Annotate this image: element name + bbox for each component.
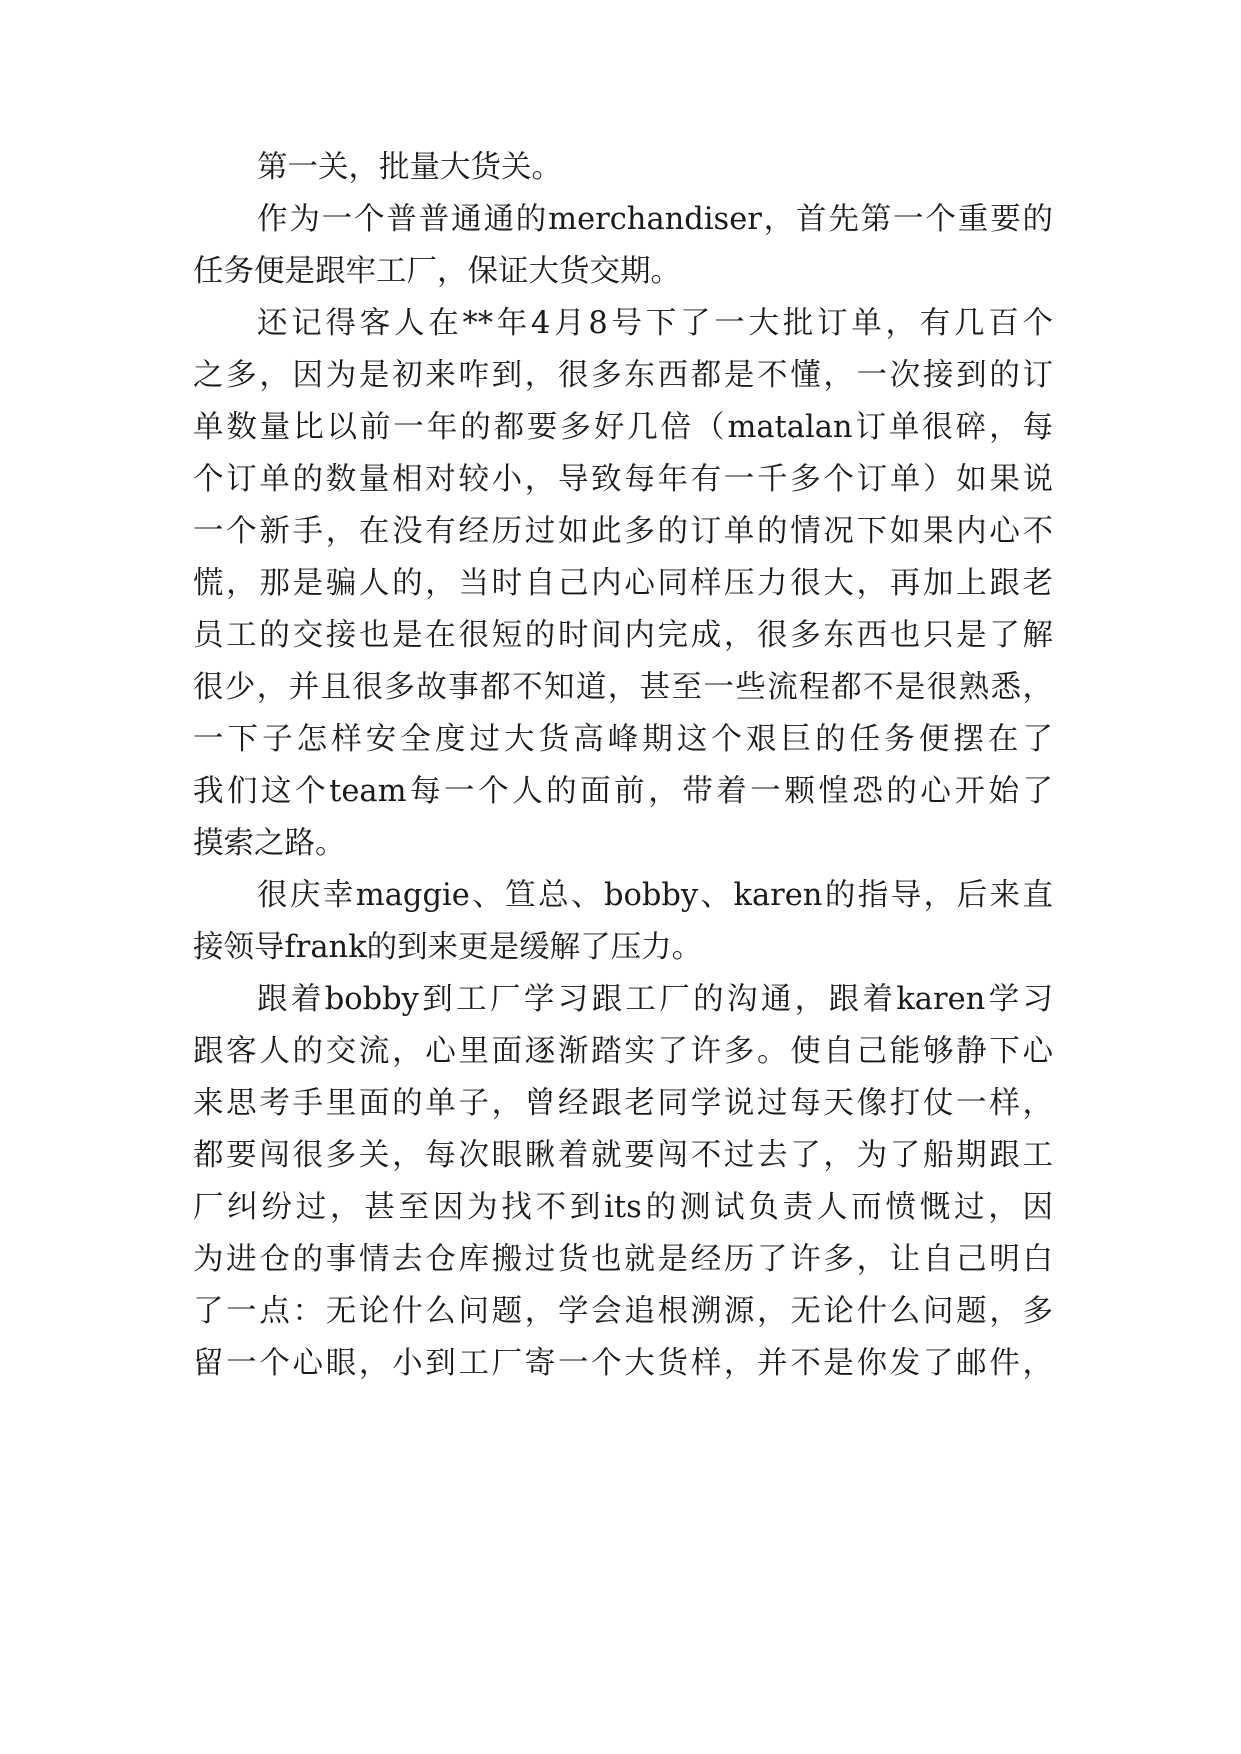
text-line: 一下子怎样安全度过大货高峰期这个艰巨的任务便摆在了: [193, 722, 1053, 757]
text-line: 跟着bobby到工厂学习跟工厂的沟通，跟着karen学习: [257, 982, 1053, 1017]
text-line: 留一个心眼，小到工厂寄一个大货样，并不是你发了邮件，: [193, 1346, 1053, 1381]
text-line: 之多，因为是初来咋到，很多东西都是不懂，一次接到的订: [193, 358, 1053, 393]
text-line: 任务便是跟牢工厂，保证大货交期。: [193, 254, 681, 289]
text-line: 很庆幸maggie、笪总、bobby、karen的指导，后来直: [257, 878, 1053, 913]
text-line: 都要闯很多关，每次眼瞅着就要闯不过去了，为了船期跟工: [193, 1138, 1053, 1173]
paragraph-heading-line: 第一关，批量大货关。: [257, 150, 562, 185]
text-line: 了一点：无论什么问题，学会追根溯源，无论什么问题，多: [193, 1294, 1053, 1329]
text-line: 作为一个普普通通的merchandiser，首先第一个重要的: [257, 202, 1053, 237]
text-line: 一个新手，在没有经历过如此多的订单的情况下如果内心不: [193, 514, 1053, 549]
text-line: 还记得客人在**年4月8号下了一大批订单，有几百个: [257, 306, 1053, 341]
text-line: 为进仓的事情去仓库搬过货也就是经历了许多，让自己明白: [193, 1242, 1053, 1277]
text-line: 接领导frank的到来更是缓解了压力。: [193, 930, 703, 965]
text-line: 很少，并且很多故事都不知道，甚至一些流程都不是很熟悉，: [193, 670, 1053, 705]
text-line: 来思考手里面的单子，曾经跟老同学说过每天像打仗一样，: [193, 1086, 1053, 1121]
text-line: 厂纠纷过，甚至因为找不到its的测试负责人而愤慨过，因: [193, 1190, 1053, 1225]
text-line: 慌，那是骗人的，当时自己内心同样压力很大，再加上跟老: [193, 566, 1053, 601]
text-line: 跟客人的交流，心里面逐渐踏实了许多。使自己能够静下心: [193, 1034, 1053, 1069]
text-line: 摸索之路。: [193, 826, 346, 861]
text-line: 个订单的数量相对较小，导致每年有一千多个订单）如果说: [193, 462, 1053, 497]
text-line: 我们这个team每一个人的面前，带着一颗惶恐的心开始了: [193, 774, 1053, 809]
text-line: 单数量比以前一年的都要多好几倍（matalan订单很碎，每: [193, 410, 1053, 445]
text-line: 员工的交接也是在很短的时间内完成，很多东西也只是了解: [193, 618, 1053, 653]
